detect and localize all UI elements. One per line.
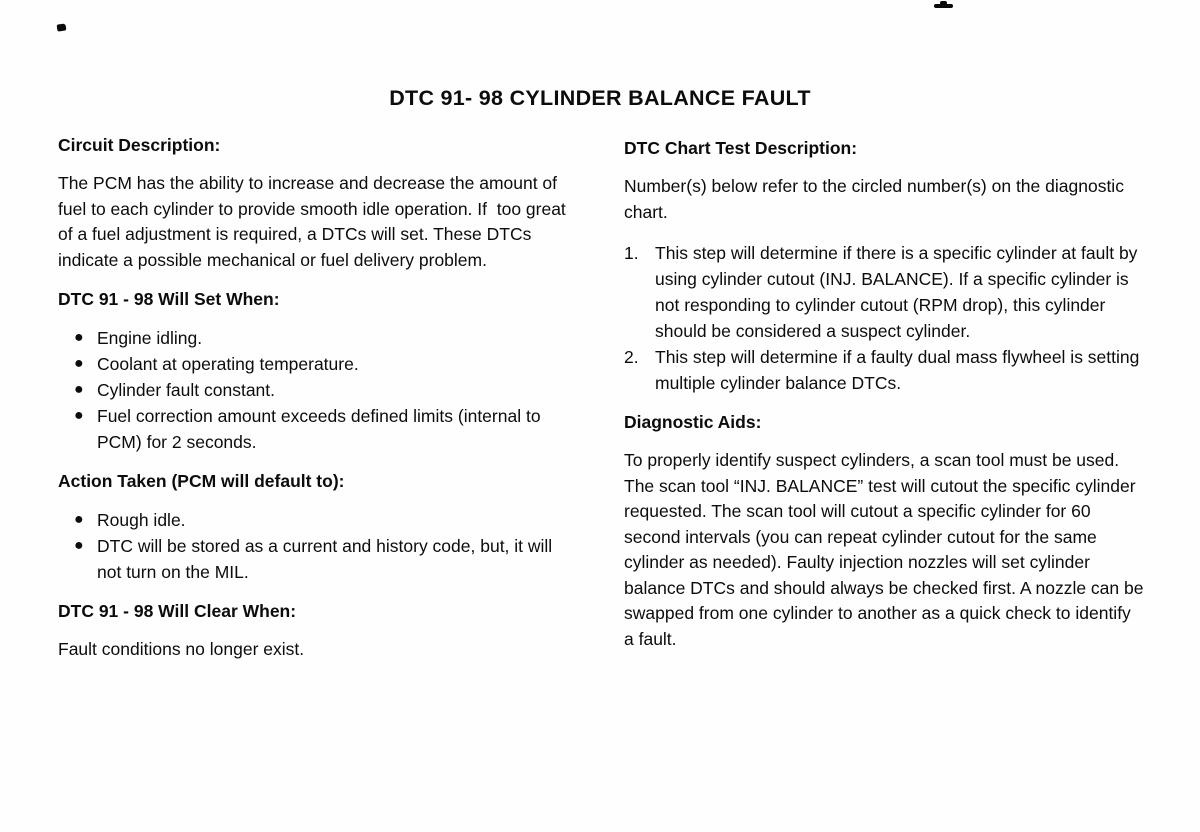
heading-circuit-description: Circuit Description:: [58, 135, 221, 155]
list-item-text: Coolant at operating temperature.: [97, 354, 359, 374]
list-item: [58, 351, 566, 377]
list-item-text: Cylinder fault constant.: [97, 380, 276, 400]
bullet-icon: ●: [74, 381, 84, 398]
numbered-step: [624, 240, 1145, 344]
numbered-step: [624, 344, 1145, 396]
list-item: [58, 403, 566, 455]
right-column: [624, 137, 1149, 667]
step-number: 2.: [624, 347, 639, 367]
clear-when-text: Fault conditions no longer exist.: [58, 639, 305, 659]
list-item: [58, 377, 566, 403]
list-item: [58, 533, 566, 585]
step-text: This step will determine if there is a specific cylinder at fault by using cylinder cutout (INJ. BALANCE). If a specific cylinder is not responding to cylinder cutout (RPM drop), this cylinder should be considered a suspect cylinder.: [655, 243, 1143, 341]
list-item: [58, 325, 566, 351]
list-item-text: Fuel correction amount exceeds defined limits (internal to PCM) for 2 seconds.: [97, 406, 546, 452]
list-item-text: Rough idle.: [97, 510, 186, 530]
heading-diagnostic-aids: Diagnostic Aids:: [624, 412, 762, 432]
list-item-text: Engine idling.: [97, 328, 203, 348]
ink-speck-artifact: [57, 23, 67, 31]
heading-chart-test-description: DTC Chart Test Description:: [624, 138, 858, 158]
step-text: This step will determine if a faulty dual mass flywheel is setting multiple cylinder balance DTCs.: [655, 347, 1145, 393]
bullet-icon: ●: [74, 329, 84, 346]
left-column: [58, 134, 571, 678]
set-when-list: [58, 325, 566, 455]
circuit-description-text: The PCM has the ability to increase and decrease the amount of fuel to each cylinder to provide smooth idle operation. If too great of a fuel adjustment is required, a DTCs will set. These DTCs indicate a possible mechanical or fuel delivery problem.: [58, 173, 571, 270]
chart-test-intro: Number(s) below refer to the circled number(s) on the diagnostic chart.: [624, 176, 1129, 222]
diagnostic-aids-text: To properly identify suspect cylinders, a scan tool must be used. The scan tool “INJ. BALANCE” test will cutout the specific cylinder requested. The scan tool will cutout a specific cylinder for 60 second intervals (you can repeat cylinder cutout for the same cylinder as needed). Faulty injection nozzles will set cylinder balance DTCs and should always be checked first. A nozzle can be swapped from one cylinder to another as a quick check to identify a fault.: [624, 450, 1149, 649]
heading-action-taken: Action Taken (PCM will default to):: [58, 471, 345, 491]
list-item: [58, 507, 566, 533]
page-title: DTC 91- 98 CYLINDER BALANCE FAULT: [389, 86, 811, 110]
heading-will-set-when: DTC 91 - 98 Will Set When:: [58, 289, 280, 309]
bullet-icon: ●: [74, 355, 84, 372]
chart-test-steps: [624, 240, 1145, 396]
bullet-icon: ●: [74, 511, 84, 528]
ink-dash-artifact: [934, 4, 953, 8]
bullet-icon: ●: [74, 537, 84, 554]
action-taken-list: [58, 507, 566, 585]
step-number: 1.: [624, 243, 639, 263]
list-item-text: DTC will be stored as a current and history code, but, it will not turn on the MIL.: [97, 536, 558, 582]
bullet-icon: ●: [74, 407, 84, 424]
heading-will-clear-when: DTC 91 - 98 Will Clear When:: [58, 601, 297, 621]
